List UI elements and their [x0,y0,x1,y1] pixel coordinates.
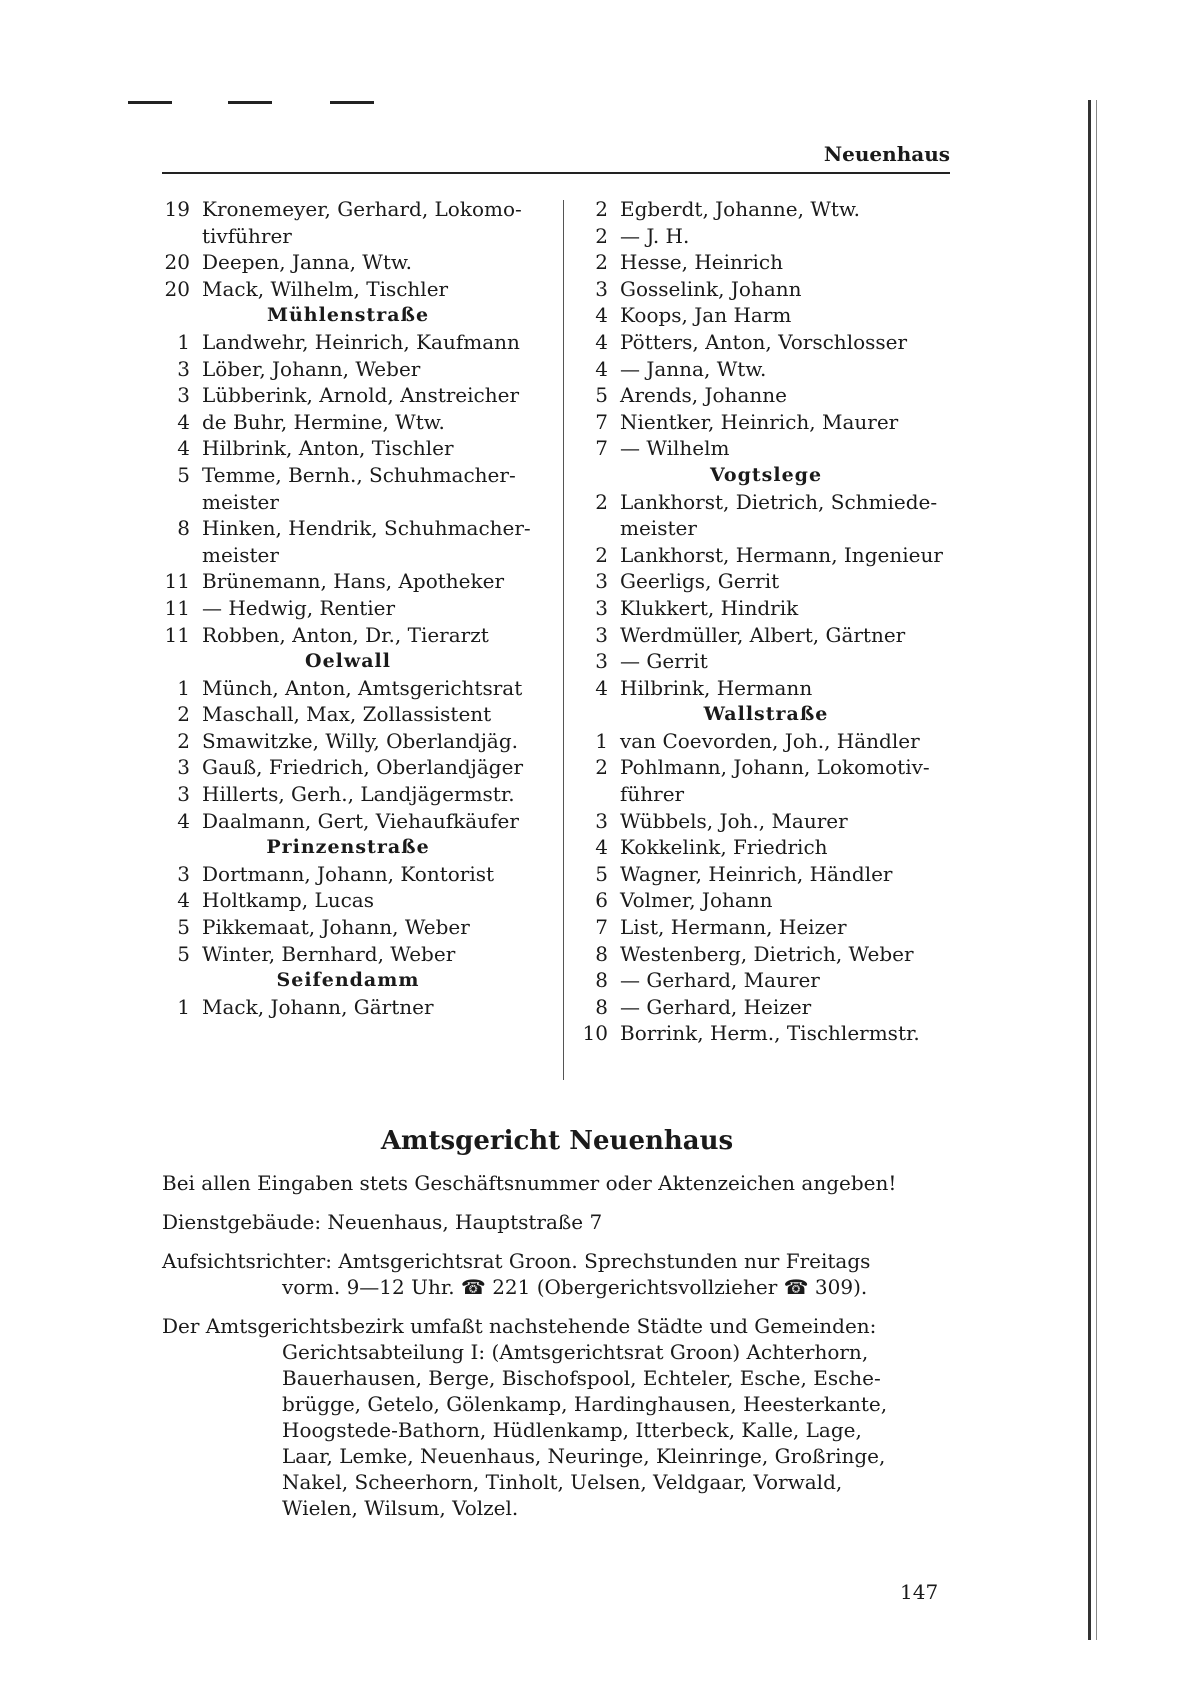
section-title: Amtsgericht Neuenhaus [380,1126,734,1156]
resident-entry: Maschall, Max, Zollassistent [202,702,492,727]
house-number: 1 [177,675,190,700]
resident-entry: Gauß, Friedrich, Oberlandjäger [202,755,524,780]
resident-entry: — Gerrit [620,649,708,674]
list-item [158,861,538,888]
resident-entry: — Gerhard, Heizer [620,994,812,1019]
house-number: 20 [164,250,190,275]
list-item [576,834,956,861]
street-heading: Vogtslege [709,463,823,486]
house-number: 4 [595,303,608,328]
resident-entry: Robben, Anton, Dr., Tierarzt [202,622,489,647]
binding-edge-line [1096,100,1097,1640]
district-line: Hoogstede-Bathorn, Hüdlenkamp, Itterbeck, Kalle, Lage, [282,1418,862,1442]
house-number: 3 [177,755,190,780]
resident-entry: Hillerts, Gerh., Landjägermstr. [202,782,515,807]
resident-entry: Klukkert, Hindrik [620,595,799,620]
list-item [576,196,956,223]
page-header [162,142,950,174]
house-number: 10 [582,1021,608,1046]
resident-entry: Lankhorst, Dietrich, Schmiede- [620,489,938,514]
resident-entry: Hinken, Hendrik, Schuhmacher- [202,516,531,541]
list-item [158,276,538,303]
binding-edge-line [1088,100,1091,1640]
list-item [576,223,956,250]
resident-entry: — J. H. [620,223,690,248]
house-number: 6 [595,888,608,913]
list-item [158,622,538,649]
house-number: 8 [595,968,608,993]
list-item [158,887,538,914]
house-number: 4 [177,436,190,461]
list-item [158,329,538,356]
list-item [158,994,538,1021]
list-item [158,701,538,728]
decorative-dash [128,101,172,104]
house-number: 3 [595,276,608,301]
running-head-place: Neuenhaus [823,142,950,166]
house-number: 8 [177,516,190,541]
house-number: 3 [595,649,608,674]
street-heading: Seifendamm [276,969,420,992]
house-number: 3 [595,595,608,620]
house-number: 11 [164,569,190,594]
list-item [576,1020,956,1047]
resident-entry: Lankhorst, Hermann, Ingenieur [620,542,943,567]
district-line: brügge, Getelo, Gölenkamp, Hardinghausen, Heesterkante, [282,1392,888,1416]
list-item [158,914,538,941]
house-number: 1 [595,728,608,753]
house-number: 4 [177,808,190,833]
page-number: 147 [900,1580,939,1604]
house-number: 3 [177,356,190,381]
resident-entry: Temme, Bernh., Schuhmacher- [202,462,516,487]
left-column [158,196,538,1020]
list-item [576,941,956,968]
resident-entry: Geerligs, Gerrit [620,569,780,594]
resident-entry: Arends, Johanne [620,383,787,408]
list-item [158,754,538,781]
list-item [576,249,956,276]
supervisor-text [162,1248,952,1300]
resident-entry: — Gerhard, Maurer [620,968,820,993]
house-number: 4 [177,409,190,434]
list-item [158,435,538,462]
resident-entry: Brünemann, Hans, Apotheker [202,569,505,594]
amtsgericht-section [162,1128,952,1534]
list-item [158,196,538,223]
house-number: 3 [595,808,608,833]
list-item [576,861,956,888]
street-heading: Wallstraße [703,703,829,726]
decorative-dash [330,101,374,104]
house-number: 20 [164,276,190,301]
house-number: 19 [164,197,190,221]
resident-entry: Volmer, Johann [620,888,773,913]
list-item [576,675,956,702]
resident-entry-continuation: tivführer [202,223,292,248]
resident-entry: — Janna, Wtw. [620,356,767,381]
decorative-dash [228,101,272,104]
house-number: 5 [595,383,608,408]
resident-entry: Kronemeyer, Gerhard, Lokomo- [202,197,522,221]
street-heading: Oelwall [305,650,391,673]
list-item [158,568,538,595]
list-item [158,249,538,276]
column-separator [563,200,564,1080]
house-number: 2 [595,250,608,275]
resident-entry: Dortmann, Johann, Kontorist [202,861,495,886]
list-item [576,622,956,649]
resident-entry: Lübberink, Arnold, Anstreicher [202,383,520,408]
list-item [576,568,956,595]
house-number: 1 [177,994,190,1019]
list-item [576,489,956,516]
resident-entry-continuation: führer [620,782,685,807]
supervisor-line: Aufsichtsrichter: Amtsgerichtsrat Groon. Sprechstunden nur Freitags [162,1249,871,1273]
list-item [576,356,956,383]
house-number: 2 [595,223,608,248]
house-number: 3 [595,569,608,594]
list-item [576,542,956,569]
house-number: 7 [595,436,608,461]
resident-entry: Landwehr, Heinrich, Kaufmann [202,329,520,354]
district-line: Wielen, Wilsum, Volzel. [282,1496,519,1520]
house-number: 3 [177,861,190,886]
house-number: 2 [595,197,608,221]
list-item [576,329,956,356]
list-item [158,675,538,702]
district-list [162,1339,952,1521]
list-item [158,595,538,622]
resident-entry: Holtkamp, Lucas [202,888,374,913]
list-item [576,409,956,436]
list-item [158,356,538,383]
building-text: Dienstgebäude: Neuenhaus, Hauptstraße 7 [162,1210,603,1234]
house-number: 3 [177,383,190,408]
list-item [158,808,538,835]
house-number: 2 [595,489,608,514]
house-number: 5 [595,861,608,886]
house-number: 5 [177,915,190,940]
resident-entry: Koops, Jan Harm [620,303,792,328]
resident-entry: Hilbrink, Hermann [620,675,813,700]
district-line: Gerichtsabteilung I: (Amtsgerichtsrat Groon) Achterhorn, [282,1340,869,1364]
list-item [158,515,538,542]
house-number: 2 [595,755,608,780]
list-item [576,754,956,781]
resident-entry: Daalmann, Gert, Viehaufkäufer [202,808,519,833]
list-item [158,409,538,436]
house-number: 7 [595,409,608,434]
list-item [576,994,956,1021]
house-number: 5 [177,462,190,487]
resident-entry: Löber, Johann, Weber [202,356,421,381]
resident-entry-continuation: meister [620,516,697,541]
resident-entry: Egberdt, Johanne, Wtw. [620,197,861,221]
house-number: 5 [177,941,190,966]
resident-entry: Hilbrink, Anton, Tischler [202,436,454,461]
house-number: 1 [177,329,190,354]
house-number: 4 [595,356,608,381]
list-item [158,462,538,489]
district-line: Nakel, Scheerhorn, Tinholt, Uelsen, Veldgaar, Vorwald, [282,1470,843,1494]
resident-entry: Werdmüller, Albert, Gärtner [620,622,906,647]
house-number: 8 [595,994,608,1019]
list-item [576,967,956,994]
resident-entry: Westenberg, Dietrich, Weber [620,941,914,966]
house-number: 3 [177,782,190,807]
house-number: 8 [595,941,608,966]
resident-entry: van Coevorden, Joh., Händler [620,728,920,753]
resident-entry: Wübbels, Joh., Maurer [620,808,848,833]
resident-entry: Winter, Bernhard, Weber [202,941,456,966]
resident-entry-continuation: meister [202,542,279,567]
resident-entry: Hesse, Heinrich [620,250,783,275]
district-text [162,1313,952,1521]
house-number: 2 [595,542,608,567]
list-item [576,728,956,755]
resident-entry: Pötters, Anton, Vorschlosser [620,329,908,354]
house-number: 2 [177,728,190,753]
resident-entry-continuation: meister [202,489,279,514]
list-item [576,382,956,409]
resident-entry: Kokkelink, Friedrich [620,835,828,860]
resident-entry: Pohlmann, Johann, Lokomotiv- [620,755,930,780]
notice-text: Bei allen Eingaben stets Geschäftsnummer oder Aktenzeichen angeben! [162,1171,897,1195]
list-item [576,808,956,835]
list-item [158,781,538,808]
resident-entry: Nientker, Heinrich, Maurer [620,409,899,434]
district-line: Laar, Lemke, Neuenhaus, Neuringe, Kleinringe, Großringe, [282,1444,886,1468]
resident-entry: List, Hermann, Heizer [620,915,847,940]
supervisor-line: vorm. 9—12 Uhr. ☎ 221 (Obergerichtsvollzieher ☎ 309). [282,1275,868,1299]
resident-entry: de Buhr, Hermine, Wtw. [202,409,445,434]
resident-entry: Pikkemaat, Johann, Weber [202,915,470,940]
house-number: 11 [164,595,190,620]
resident-entry: — Wilhelm [620,436,730,461]
list-item [158,728,538,755]
house-number: 4 [595,675,608,700]
street-heading: Mühlenstraße [266,304,430,327]
resident-entry: Mack, Johann, Gärtner [202,994,434,1019]
resident-entry: Smawitzke, Willy, Oberlandjäg. [202,728,518,753]
list-item [576,595,956,622]
district-line: Der Amtsgerichtsbezirk umfaßt nachstehende Städte und Gemeinden: [162,1314,877,1338]
district-line: Bauerhausen, Berge, Bischofspool, Echteler, Esche, Esche- [282,1366,881,1390]
resident-entry: — Hedwig, Rentier [202,595,396,620]
street-heading: Prinzenstraße [266,836,430,859]
house-number: 11 [164,622,190,647]
resident-entry: Münch, Anton, Amtsgerichtsrat [202,675,523,700]
right-column [576,196,956,1047]
list-item [576,648,956,675]
house-number: 4 [595,329,608,354]
list-item [576,887,956,914]
resident-entry: Mack, Wilhelm, Tischler [202,276,449,301]
house-number: 4 [177,888,190,913]
house-number: 2 [177,702,190,727]
list-item [576,276,956,303]
resident-entry: Borrink, Herm., Tischlermstr. [620,1021,920,1046]
list-item [576,435,956,462]
resident-entry: Wagner, Heinrich, Händler [620,861,893,886]
resident-entry: Deepen, Janna, Wtw. [202,250,412,275]
list-item [576,914,956,941]
list-item [576,302,956,329]
house-number: 3 [595,622,608,647]
resident-entry: Gosselink, Johann [620,276,802,301]
list-item [158,382,538,409]
list-item [158,941,538,968]
house-number: 4 [595,835,608,860]
house-number: 7 [595,915,608,940]
